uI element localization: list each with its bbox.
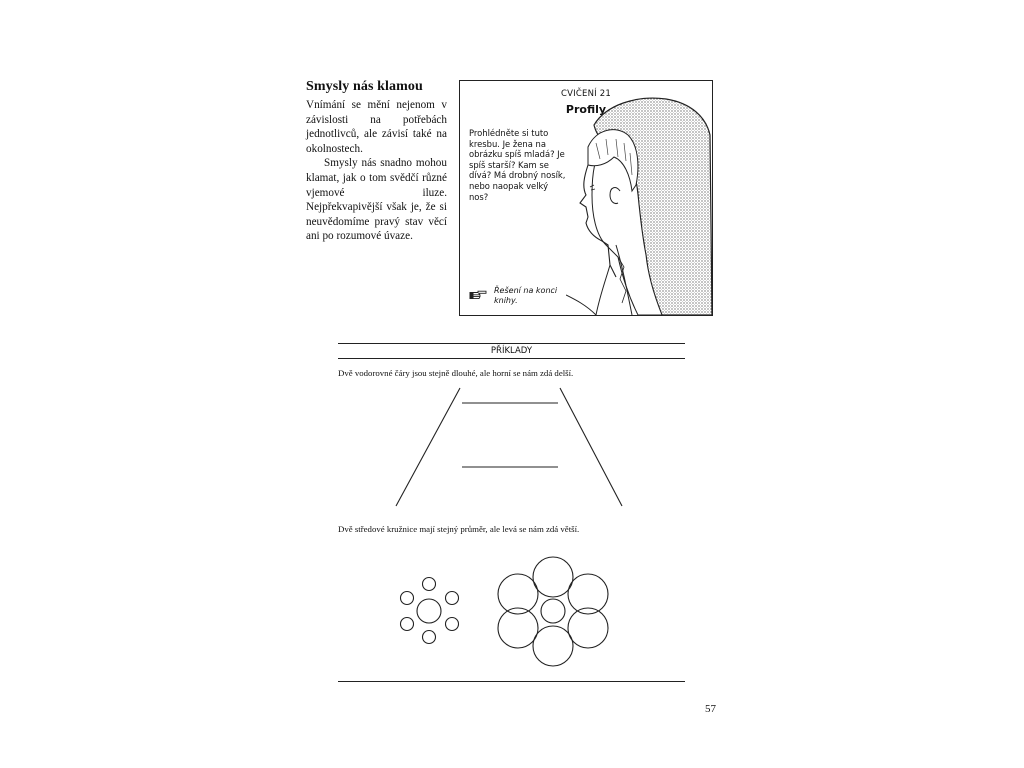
- exercise-box: [459, 80, 713, 316]
- intro-paragraph: Vnímání se mění nejenom v závislosti na potřebách jednotlivců, ale závisí také na okolnostech.: [306, 99, 447, 155]
- surround-circle: [533, 557, 573, 597]
- example-caption: Dvě vodorovné čáry jsou stejně dlouhé, ale horní se nám zdá delší.: [338, 368, 574, 378]
- exercise-question: Prohlédněte si tuto kresbu. Je žena na obrázku spíš mladá? Je spíš starší? Kam se dívá? Má drobný nosík, nebo naopak velký nos?: [469, 128, 566, 202]
- intro-paragraph: Smysly nás snadno mohou klamat, jak o tom svědčí různé vjemové iluze. Nejpřekvapivější však je, že si neuvědomíme pravý stav věcí ani po rozumové úvaze.: [306, 157, 447, 243]
- surround-circle: [401, 592, 414, 605]
- surround-circle: [423, 578, 436, 591]
- small-surround-group: [401, 578, 459, 644]
- exercise-number: CVIČENÍ 21: [561, 89, 611, 99]
- surround-circle: [533, 626, 573, 666]
- center-circle-left: [417, 599, 441, 623]
- page-number: 57: [705, 703, 716, 715]
- exercise-title: Profily: [565, 103, 607, 116]
- ebbinghaus-illusion: [380, 540, 650, 680]
- examples-rule-top: [338, 343, 685, 344]
- converging-line-right: [560, 388, 622, 506]
- surround-circle: [401, 618, 414, 631]
- ponzo-illusion: [380, 384, 650, 510]
- surround-circle: [446, 618, 459, 631]
- profile-illustration: [566, 95, 712, 315]
- intro-text: [306, 98, 447, 244]
- converging-line-left: [396, 388, 460, 506]
- example-caption: Dvě středové kružnice mají stejný průměr, ale levá se nám zdá větší.: [338, 524, 580, 534]
- surround-circle: [423, 631, 436, 644]
- center-circle-right: [541, 599, 565, 623]
- solution-note: Řešení na konci knihy.: [494, 286, 558, 305]
- bottom-rule: [338, 681, 685, 682]
- pointing-hand-icon: [469, 290, 487, 300]
- examples-rule-bottom: [338, 358, 685, 359]
- large-surround-group: [498, 557, 608, 666]
- examples-heading: PŘÍKLADY: [490, 346, 533, 356]
- surround-circle: [446, 592, 459, 605]
- section-title: Smysly nás klamou: [306, 79, 423, 94]
